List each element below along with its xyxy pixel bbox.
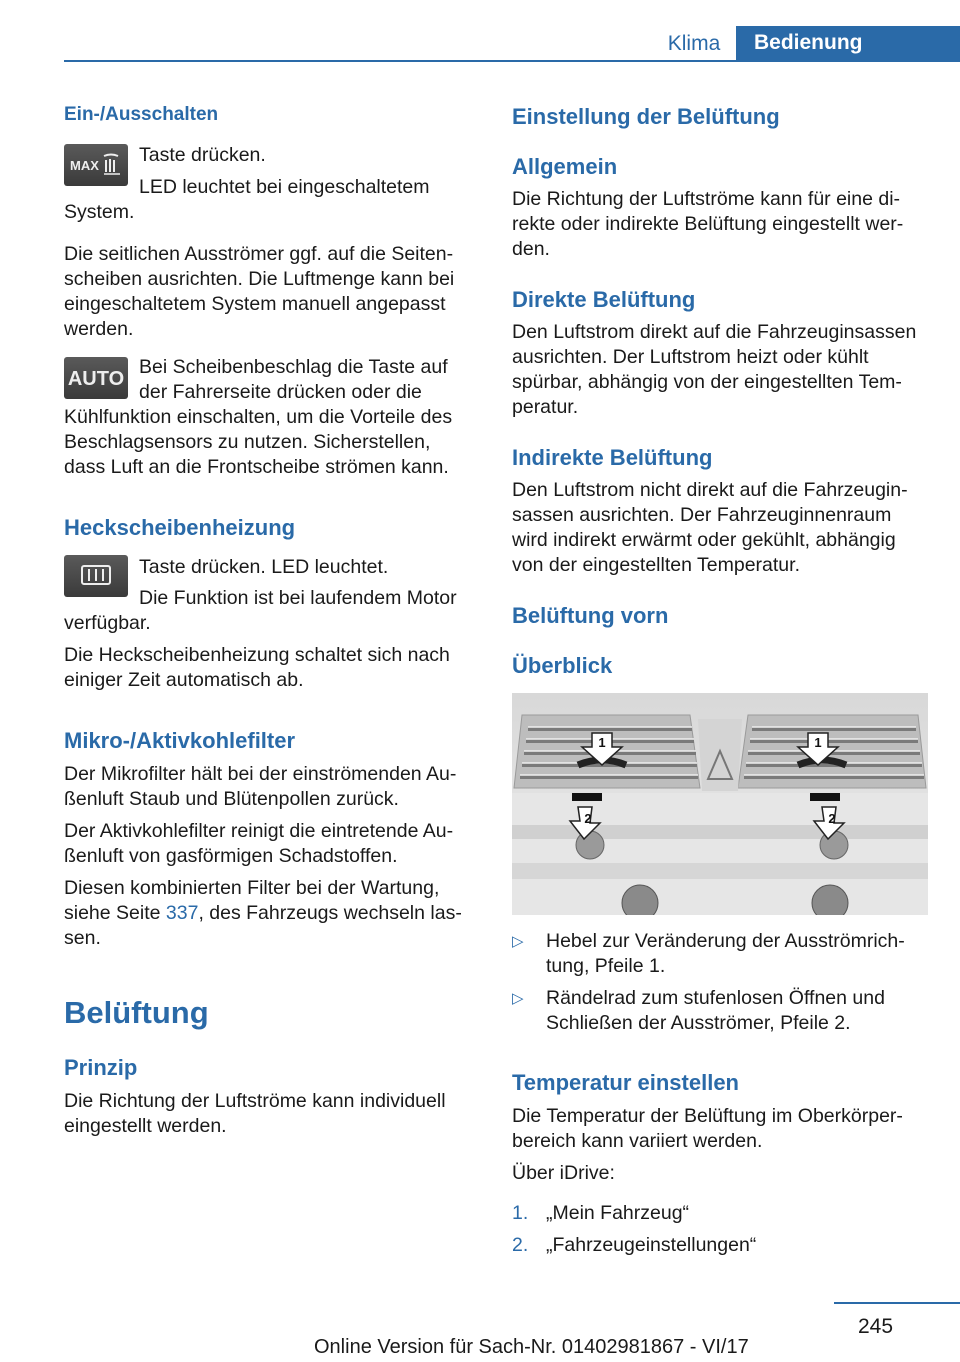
bullet-1-line-2: tung, Pfeile 1. xyxy=(546,955,666,977)
text-beschlag-2: der Fahrerseite drücken oder die xyxy=(139,381,422,403)
list-number-1: 1. xyxy=(512,1202,529,1224)
text-filter-wartung-2: siehe Seite 337, des Fahrzeugs wechseln las- xyxy=(64,902,462,924)
list-text-fahrzeugeinstellungen: „Fahrzeugeinstellungen“ xyxy=(546,1234,757,1256)
header-tab-bedienung: Bedienung xyxy=(736,26,960,62)
text-taste-druecken: Taste drücken. xyxy=(139,144,266,166)
text-allgemein-1: Die Richtung der Luftströme kann für eine di- xyxy=(512,188,901,210)
text-indirekt-3: wird indirekt erwärmt oder gekühlt, abhängig xyxy=(512,529,896,551)
text-aktivkohle-1: Der Aktivkohlefilter reinigt die eintretende Au- xyxy=(64,820,454,842)
heading-prinzip: Prinzip xyxy=(64,1055,138,1080)
list-item xyxy=(512,929,928,979)
text-direkt-3: spürbar, abhängig von der eingestellten Tem- xyxy=(512,371,902,393)
text-beschlag-3: Kühlfunktion einschalten, um die Vorteile des xyxy=(64,406,453,428)
text-ausstroemer-2: scheiben ausrichten. Die Luftmenge kann bei xyxy=(64,268,455,290)
triangle-bullet-icon: ▷ xyxy=(512,990,524,1007)
text-ausstroemer-1: Die seitlichen Ausströmer ggf. auf die Seiten- xyxy=(64,243,454,265)
list-text-mein-fahrzeug: „Mein Fahrzeug“ xyxy=(546,1202,690,1224)
auto-icon-text: AUTO xyxy=(67,368,125,390)
text-taste-led: Taste drücken. LED leuchtet. xyxy=(139,556,389,578)
text-heck-auto-2: einiger Zeit automatisch ab. xyxy=(64,669,304,691)
text-indirekt-4: von der eingestellten Temperatur. xyxy=(512,554,800,576)
online-version-note: Online Version für Sach-Nr. 01402981867 - VI/17 xyxy=(314,1336,749,1358)
arrow-1-right-label: 1 xyxy=(814,735,822,750)
text-beschlag-1: Bei Scheibenbeschlag die Taste auf xyxy=(139,356,448,378)
text-filter-wartung-1: Diesen kombinierten Filter bei der Wartung, xyxy=(64,877,440,899)
rear-defrost-button-icon xyxy=(64,555,128,597)
front-vents-photo xyxy=(512,693,928,915)
text-prinzip-1: Die Richtung der Luftströme kann individuell xyxy=(64,1090,446,1112)
text-ausstroemer-3: eingeschaltetem System manuell angepasst xyxy=(64,293,446,315)
text-beschlag-4: Beschlagsensors zu nutzen. Sicherstellen, xyxy=(64,431,431,453)
header-rule xyxy=(64,60,960,62)
heading-indirekte-belueftung: Indirekte Belüftung xyxy=(512,445,713,470)
header-tab-klima: Klima xyxy=(667,32,721,55)
text-verfuegbar: verfügbar. xyxy=(64,612,151,634)
text-ausstroemer-4: werden. xyxy=(64,318,134,340)
list-number-2: 2. xyxy=(512,1234,529,1256)
text-ueber-idrive: Über iDrive: xyxy=(512,1162,615,1184)
arrow-2-left-label: 2 xyxy=(584,811,592,826)
text-indirekt-1: Den Luftstrom nicht direkt auf die Fahrzeugin- xyxy=(512,479,908,501)
triangle-bullet-icon: ▷ xyxy=(512,933,524,950)
text-allgemein-2: rekte oder indirekte Belüftung eingestellt wer- xyxy=(512,213,904,235)
text-direkt-4: peratur. xyxy=(512,396,579,418)
text-allgemein-3: den. xyxy=(512,238,550,260)
heading-heckscheibenheizung: Heckscheibenheizung xyxy=(64,515,296,540)
text-mikrofilter-2: ßenluft Staub und Blütenpollen zurück. xyxy=(64,788,399,810)
text-heck-auto-1: Die Heckscheibenheizung schaltet sich nach xyxy=(64,644,450,666)
bullet-2-line-1: Rändelrad zum stufenlosen Öffnen und xyxy=(546,987,885,1009)
text-beschlag-5: dass Luft an die Frontscheibe strömen kann. xyxy=(64,456,449,478)
page-number: 245 xyxy=(858,1315,894,1338)
text-aktivkohle-2: ßenluft von gasförmigen Schadstoffen. xyxy=(64,845,398,867)
page-link-337[interactable]: 337 xyxy=(165,902,199,924)
heading-ein-ausschalten: Ein-/Ausschalten xyxy=(64,104,219,125)
heading-allgemein: Allgemein xyxy=(512,154,618,179)
max-icon-text: MAX xyxy=(70,158,99,173)
text-mikrofilter-1: Der Mikrofilter hält bei der einströmenden Au- xyxy=(64,763,457,785)
text-led-leuchtet: LED leuchtet bei eingeschaltetem xyxy=(139,176,430,198)
heading-mikrofilter: Mikro-/Aktivkohlefilter xyxy=(64,728,296,753)
list-item xyxy=(512,1233,928,1259)
arrow-1-left-label: 1 xyxy=(598,735,606,750)
bullet-1-line-1: Hebel zur Veränderung der Ausströmrich- xyxy=(546,930,905,952)
text-temperatur-2: bereich kann variiert werden. xyxy=(512,1130,763,1152)
text-filter-wartung-3: sen. xyxy=(64,927,101,949)
list-item xyxy=(512,986,928,1036)
max-defrost-button-icon xyxy=(64,144,128,186)
text-temperatur-1: Die Temperatur der Belüftung im Oberkörper- xyxy=(512,1105,903,1127)
auto-button-icon xyxy=(64,357,128,399)
heading-ueberblick: Überblick xyxy=(512,653,613,678)
text-direkt-1: Den Luftstrom direkt auf die Fahrzeuginsassen xyxy=(512,321,917,343)
text-funktion-motor: Die Funktion ist bei laufendem Motor xyxy=(139,587,457,609)
heading-belueftung: Belüftung xyxy=(64,995,209,1030)
footer-rule xyxy=(834,1302,960,1304)
heading-einstellung-belueftung: Einstellung der Belüftung xyxy=(512,104,780,129)
heading-direkte-belueftung: Direkte Belüftung xyxy=(512,287,696,312)
list-item xyxy=(512,1201,928,1227)
heading-temperatur-einstellen: Temperatur einstellen xyxy=(512,1070,739,1095)
heading-belueftung-vorn: Belüftung vorn xyxy=(512,603,669,628)
arrow-2-right-label: 2 xyxy=(828,811,836,826)
text-system: System. xyxy=(64,201,135,223)
text-prinzip-2: eingestellt werden. xyxy=(64,1115,227,1137)
text-indirekt-2: sassen ausrichten. Der Fahrzeuginnenraum xyxy=(512,504,892,526)
bullet-2-line-2: Schließen der Ausströmer, Pfeile 2. xyxy=(546,1012,851,1034)
text-direkt-2: ausrichten. Der Luftstrom heizt oder kühlt xyxy=(512,346,869,368)
